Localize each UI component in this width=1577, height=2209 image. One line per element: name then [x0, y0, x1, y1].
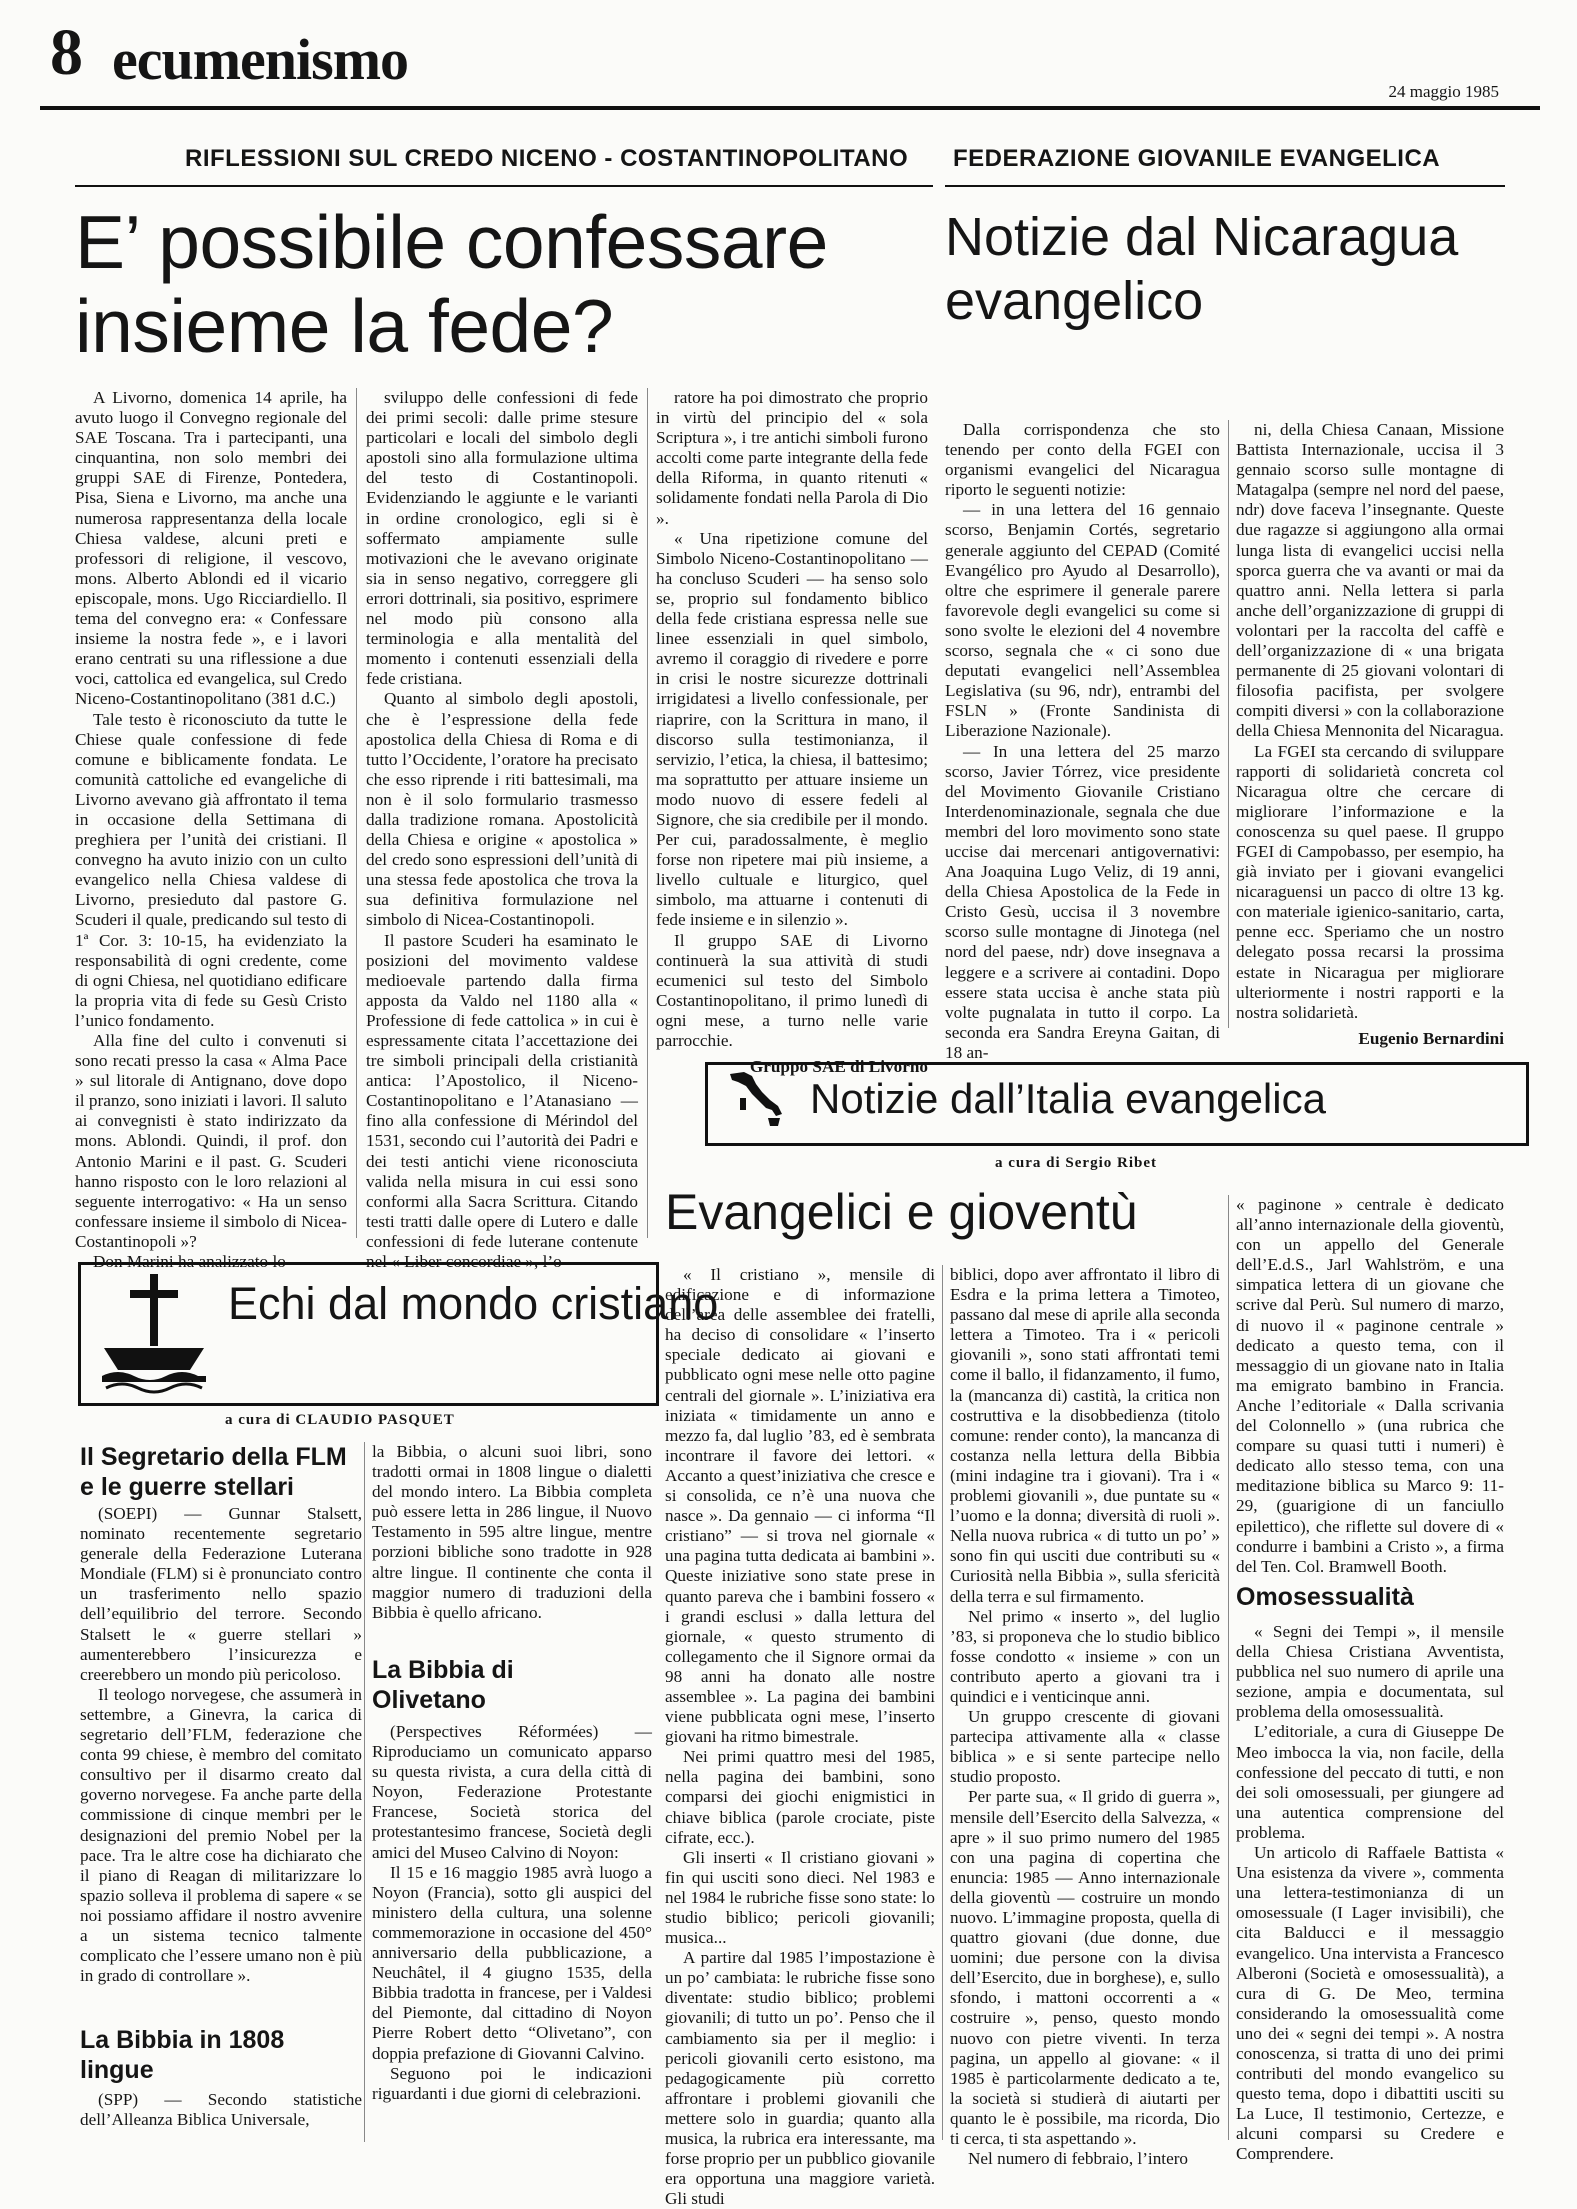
paragraph: L’editoriale, a cura di Giuseppe De Meo imbocca la via, non facile, della confessione del peccato di tutti, e non dei soli omosessuali, per giungere ad una autentica comprensione del problema.	[1236, 1722, 1504, 1842]
paragraph: — in una lettera del 16 gennaio scorso, Benjamin Cortés, segretario generale aggiunto del CEPAD (Comité Evangélico pro Ayudo al Desarrollo), oltre che esprimere il generale parere favorevole degli evangelici su come si sono svolte le elezioni del 4 novembre scorso, segnala che « ci sono due deputati evangelici nell’Assemblea Legislativa (su 96, ndr), entrambi del FSLN » (Fronte Sandinista di Liberazione Nazionale).	[945, 500, 1220, 741]
paragraph: sviluppo delle confessioni di fede dei primi secoli: dalle prime stesure particolari e locali del simbolo degli apostoli sino alla formulazione ultima del testo di Costantinopoli. Evidenziando le aggiunte e le varianti in ordine cronologico, egli si è soffermato ampiamente sulle motivazioni che le avevano originate sia in senso negativo, correggere gli errori dottrinali, sia positivo, esprimere nel modo più consono alla terminologia e alla mentalità del momento i contenuti essenziali della fede cristiana.	[366, 388, 638, 689]
echi-column-1	[80, 1504, 362, 1994]
paragraph: ni, della Chiesa Canaan, Missione Battista Internazionale, uccisa il 3 gennaio scorso sulle montagne di Matagalpa (sempre nel nord del paese, ndr) dove faceva l’insegnante. Queste due ragazze si aggiungono alla ormai lunga lista di evangelici uccisi nella sporca guerra che va avanti or mai da quattro anni. Nella lettera si parla anche dell’organizzazione di gruppi di volontari per la raccolta del caffè e dell’organizzazione di « una brigata permanente di 25 giovani volontari di filosofia pacifista, per svolgere compiti diversi » con la collaborazione della Chiesa Mennonita del Nicaragua.	[1236, 420, 1504, 741]
signature: Eugenio Bernardini	[1358, 1028, 1504, 1048]
main-article-column-2	[366, 388, 638, 1272]
cross-boat-icon	[98, 1270, 210, 1392]
paragraph: Alla fine del culto i convenuti si sono recati presso la casa « Alma Pace » sul litorale di Antignano, dove dopo il pranzo, sono iniziati i lavori. Il saluto ai convegnisti è stato indirizzato da mons. Ablondi. Quindi, il prof. don Antonio Marini e il past. G. Scuderi hanno risposto con le loro relazioni al seguente interrogativo: « Ha un senso confessare insieme il simbolo di Nicea-Costantinopoli »?	[75, 1031, 347, 1251]
column-rule	[356, 388, 357, 1238]
paragraph: Il teologo norvegese, che assumerà in settembre, a Ginevra, la carica di segretario dell’FLM, federazione che conta 99 chiese, è membro del comitato consultivo per il disarmo creato dal governo norvegese. Fa anche parte della commissione di cinque membri per le designazioni del premio Nobel per la pace. Tra le altre cose ha dichiarato che il piano di Reagan di militarizzare lo spazio solleva il problema di sapere « se noi possiamo affidare il nostro avvenire a un sistema tecnico talmente complicato che l’essere umano non è più in grado di controllare ».	[80, 1684, 362, 1986]
echi-column-2	[372, 1722, 652, 2147]
kicker-rule-left	[75, 185, 933, 187]
kicker-credo: RIFLESSIONI SUL CREDO NICENO - COSTANTINOPOLITANO	[185, 145, 909, 172]
paragraph: Un gruppo crescente di giovani partecipa attivamente alla « classe biblica » e si sente partecipe nello studio proposto.	[950, 1707, 1220, 1787]
kicker-fgei: FEDERAZIONE GIOVANILE EVANGELICA	[953, 145, 1441, 172]
paragraph: Dalla corrispondenza che sto tenendo per conto della FGEI con organismi evangelici del Nicaragua riporto le seguenti notizie:	[945, 420, 1220, 500]
subhead-olivetano: La Bibbia di Olivetano	[372, 1656, 514, 1714]
main-article-column-1	[75, 388, 347, 1272]
kicker-rule-right	[945, 185, 1505, 187]
paragraph: Seguono poi le indicazioni riguardanti i due giorni di celebrazioni.	[372, 2063, 652, 2103]
paragraph: Nel primo « inserto », del luglio ’83, si proponeva che lo studio biblico fosse condotto « insieme » con un contributo aperto a giovani tra i quindici e i venticinque anni.	[950, 1606, 1220, 1706]
section-title: ecumenismo	[112, 27, 409, 92]
italia-column-3	[1236, 1195, 1504, 1575]
column-rule	[1228, 1195, 1229, 2140]
headline-nicaragua: Notizie dal Nicaragua evangelico	[945, 207, 1459, 331]
paragraph: Il 15 e 16 maggio 1985 avrà luogo a Noyon (Francia), sotto gli auspici del ministero della cultura, una solenne commemorazione in occasione del 450° anniversario della pubblicazione, a Neuchâtel, il 4 giugno 1535, della Bibbia tradotta in francese, per i Valdesi del Piemonte, dal cittadino di Noyon Pierre Robert detto “Olivetano”, con doppia prefazione di Giovanni Calvino.	[372, 1862, 652, 2063]
paragraph: la Bibbia, o alcuni suoi libri, sono tradotti ormai in 1808 lingue o dialetti del mondo intero. La Bibbia completa può essere letta in 286 lingue, il Nuovo Testamento in 595 altre lingue, mentre porzioni bibliche sono tradotte in 928 altre lingue. Il continente che conta il maggior numero di traduzioni della Bibbia è quello africano.	[372, 1442, 652, 1622]
italia-curator: a cura di Sergio Ribet	[995, 1155, 1157, 1171]
issue-date: 24 maggio 1985	[1388, 82, 1499, 101]
italia-banner-title: Notizie dall’Italia evangelica	[810, 1075, 1326, 1122]
paragraph: La FGEI sta cercando di sviluppare rapporti di solidarietà concreta col Nicaragua oltre che cercare di migliorare l’informazione e la conoscenza su quel paese. Il gruppo FGEI di Campobasso, per esempio, ha già inviato per i giovani evangelici nicaraguensi un pacco di oltre 13 kg. con materiale igienico-sanitario, carta, penne ecc. Speriamo che un nostro delegato possa recarsi la prossima estate in Nicaragua per migliorare ulteriormente i nostri rapporti e la nostra solidarietà.	[1236, 741, 1504, 1022]
nicaragua-column-1	[945, 420, 1220, 1062]
column-rule	[942, 1265, 943, 2140]
italia-column-2	[950, 1265, 1220, 2169]
headline-main: E’ possibile confessare insieme la fede?	[75, 200, 828, 368]
echi-curator: a cura di CLAUDIO PASQUET	[225, 1412, 455, 1428]
paragraph: ratore ha poi dimostrato che proprio in virtù del principio del « sola Scriptura », i tre antichi simboli furono accolti come parte integrante della fede della Riforma, in quanto ritenuti « solidamente fondati nella Parola di Dio ».	[656, 388, 928, 528]
paragraph: « Una ripetizione comune del Simbolo Niceno-Costantinopolitano — ha concluso Scuderi — ha senso solo se, proprio sul fondamento biblico della fede cristiana espressa nelle sue linee essenziali in quel simbolo, avremo il coraggio di rivedere e porre in crisi le nostre sicurezze dottrinali irrigidatesi a livello confessionale, per riaprire, con la Scrittura in mano, il discorso sulla testimonianza, il servizio, l’etica, la chiesa, il battesimo; ma soprattutto per attuare insieme un modo nuovo di essere fedeli al Signore, che sia credibile per il mondo. Per cui, paradossalmente, è meglio forse non ripetere mai più insieme, a livello cultuale e liturgico, quel simbolo, ma attuarne i contenuti di fede insieme e in silenzio ».	[656, 528, 928, 930]
paragraph: biblici, dopo aver affrontato il libro di Esdra e la prima lettera a Timoteo, passano dal mese di aprile alla seconda lettera a Timoteo. Tra i « pericoli giovanili », sono stati affrontati temi come il ballo, il fidanzamento, il fumo, la (mancanza di) castità, la critica non costruttiva e la disobbedienza (titolo comune: render conto), la mancanza di costanza nella lettura della Bibbia (mini indagine tra i giovani). Tra i « problemi giovanili », due puntate su « l’uomo e la donna; diversità di ruoli ». Nella nuova rubrica « di tutto un po’ » sono fin qui usciti due contributi su « Curiosità nella Bibbia », sulla sfericità della terra e sul firmamento.	[950, 1265, 1220, 1606]
subhead-flm: Il Segretario della FLM e le guerre stellari	[80, 1443, 347, 1501]
paragraph: Tale testo è riconosciuto da tutte le Chiese quale confessione di fede comune e biblicamente fondata. Le comunità cattoliche ed evangeliche di Livorno avevano già affrontato il tema in occasione della Settimana di preghiera per l’unità dei cristiani. Il convegno ha avuto inizio con un culto evangelico nella Chiesa valdese di Livorno, presieduto dal pastore G. Scuderi il quale, predicando sul testo di 1ª Cor. 3: 10-15, ha evidenziato la responsabilità di ogni credente, come di ogni Chiesa, nel quotidiano edificare la propria vita di fede su Gesù Cristo l’unico fondamento.	[75, 709, 347, 1030]
paragraph: (Perspectives Réformées) — Riproduciamo un comunicato apparso su questa rivista, a cura della città di Noyon, Federazione Protestante Francese, Società storica del protestantesimo francese, Società degli amici del Museo Calvino di Noyon:	[372, 1722, 652, 1862]
paragraph: Don Marini ha analizzato lo	[93, 1252, 286, 1272]
echi-column-2-top	[372, 1442, 652, 1627]
paragraph: Il gruppo SAE di Livorno continuerà la sua attività di studi ecumenici sul testo del Simbolo Costantinopolitano, il primo lunedì di ogni mese, a turno nelle varie parrocchie.	[656, 930, 928, 1050]
paragraph: Un articolo di Raffaele Battista « Una esistenza da vivere », commenta una lettera-testimonianza di un omosessuale (I Lager invisibili), che cita Balducci e il messaggio evangelico. Una intervista a Francesco Alberoni (Società e omosessualità), a cura di G. De Meo, termina considerando la omosessualità come uno dei « segni dei tempi ». A nostra conoscenza, si tratta di uno dei primi contributi del mondo evangelico su questo tema, dopo i dibattiti usciti su La Luce, Il testimonio, Certezze, e alcuni comparsi su Credere e Comprendere.	[1236, 1843, 1504, 2164]
main-article-column-3	[656, 388, 928, 1077]
omosessualita-column	[1236, 1622, 1504, 2164]
column-rule	[364, 1442, 365, 2142]
page-number: 8	[50, 16, 83, 89]
paragraph: « Il cristiano », mensile di edificazione e di informazione dell’area delle assemblee dei fratelli, ha deciso di consolidare « l’inserto speciale dedicato ai giovani e pubblicato ogni mese nelle otto pagine centrali del giornale ». L’iniziativa era iniziata « timidamente un anno e mezzo fa, dal luglio ’83, ed è sembrata incontrare il favore dei lettori. « Accanto a quest’iniziativa che cresce e si consolida, ce n’è una nuova che nasce ». Da gennaio — ci informa “Il cristiano” — si trova nel giornale « una pagina tutta dedicata ai bambini ». Queste iniziative sono state prese in quanto pareva che i bambini fossero « i grandi esclusi » dalla lettura del giornale, « questo strumento di collegamento che il Signore ormai da 98 anni ha donato alle nostre assemblee ». La pagina dei bambini viene pubblicata ogni mese, l’inserto giovani ha ritmo bimestrale.	[665, 1265, 935, 1747]
paragraph: Nel numero di febbraio, l’intero	[968, 2149, 1189, 2169]
column-rule	[1228, 420, 1229, 1028]
subhead-bibbia-1808: La Bibbia in 1808 lingue	[80, 2026, 285, 2084]
headline-gioventu: Evangelici e gioventù	[665, 1184, 1138, 1240]
paragraph: A partire dal 1985 l’impostazione è un po’ cambiata: le rubriche fisse sono diventate: studio biblico; problemi giovanili; di tutto un po’. Penso che il cambiamento sia per il meglio: i pericoli giovanili certo esistono, ma pedagogicamente più corretto affrontare i problemi giovanili che mettere solo in guardia; quanto alla musica, la rubrica era interessante, ma forse proprio per un pubblico giovanile era opportuna una maggiore varietà. Gli studi	[665, 1948, 935, 2209]
italy-map-icon	[722, 1068, 792, 1134]
echi-banner-title: Echi dal mondo cristiano	[228, 1278, 719, 1329]
paragraph: Gli inserti « Il cristiano giovani » fin qui usciti sono dieci. Nel 1983 e nel 1984 le rubriche fisse sono state: lo studio biblico; pericoli giovanili; musica...	[665, 1847, 935, 1948]
paragraph: Per parte sua, « Il grido di guerra », mensile dell’Esercito della Salvezza, « apre » il suo primo numero del 1985 con una pagina di copertina che enuncia: 1985 — Anno internazionale della gioventù — costruire un mondo nuovo. L’immagine proposta, quella di quattro giovani (due donne, due uomini; due persone con la divisa dell’Esercito, due in borghese), e, sullo sfondo, i mattoni occorrenti a « costruire », penso, questo mondo nuovo con pietre viventi. In terza pagina, un appello al giovane: « il 1985 è particolarmente dedicato a te, la società si studierà di aiutarti per quanto le è possibile, ma ricorda, Dio ti cerca, ti sta aspettando ».	[950, 1787, 1220, 2149]
paragraph: Il pastore Scuderi ha esaminato le posizioni del movimento valdese medioevale partendo dalla firma apposta da Valdo nel 1180 alla « Professione di fede cattolica » in cui è espressamente citata l’accettazione dei tre simboli principali della cristianità antica: l’Apostolico, il Niceno-Costantinopolitano e l’Atanasiano — fino alla confessione di Mérindol del 1531, secondo cui l’autorità dei Padri e dei testi antichi viene riconosciuta valida nella misura in cui essi sono conformi alla Sacra Scrittura. Citando testi tratti dalle opere di Lutero e dalle confessioni di fede luterane contenute nel « Liber concordiae », l’o-	[366, 930, 638, 1272]
paragraph: A Livorno, domenica 14 aprile, ha avuto luogo il Convegno regionale del SAE Toscana. Tra i partecipanti, una cinquantina, non solo membri dei gruppi SAE di Firenze, Pontedera, Pisa, Siena e Livorno, ma anche una numerosa rappresentanza della locale Chiesa valdese, alcuni preti e professori di religione, il vescovo, mons. Alberto Ablondi ed il vicario episcopale, mons. Ugo Ricciardiello. Il tema del convegno era: « Confessare insieme la nostra fede », e i lavori erano centrati su una riflessione a due voci, cattolica ed evangelica, sul Credo Niceno-Costantinopolitano (381 d.C.)	[75, 388, 347, 709]
echi-column-1-end	[80, 2090, 362, 2134]
column-rule	[647, 388, 648, 1238]
nicaragua-column-2	[1236, 420, 1504, 1048]
signature: Gruppo SAE di Livorno	[749, 1057, 928, 1077]
paragraph: Nei primi quattro mesi del 1985, nella pagina dei bambini, sono comparsi dei giochi enigmistici in chiave biblica (parole crociate, piste cifrate, ecc.).	[665, 1747, 935, 1847]
paragraph: « paginone » centrale è dedicato all’anno internazionale della gioventù, con un appello del Generale dell’E.d.S., Jarl Wahlström, e una simpatica lettera di un giovane che scrive dal Perù. Sul numero di marzo, di nuovo il « paginone centrale » dedicato a questo tema, con il messaggio di un giovane nato in Italia ma emigrato bambino in Francia. Anche l’editoriale « Dalla scrivania del Colonnello » (una rubrica che compare su quasi tutti i numeri) è dedicato allo stesso tema, con una meditazione biblica su Marco 9: 11-29, (guarigione di un fanciullo epilettico), che riflette sul dovere di « condurre i bambini a Cristo », a firma del Ten. Col. Bramwell Booth.	[1236, 1195, 1504, 1576]
paragraph: — In una lettera del 25 marzo scorso, Javier Tórrez, vice presidente del Movimento Giovanile Cristiano Interdenominazionale, segnala che due membri del loro movimento sono state uccise dai mercenari antigovernativi: Ana Joaquina Lugo Veliz, di 19 anni, della Chiesa Apostolica de la Fede in Cristo Gesù, uccisa il 3 novembre scorso sulle montagne di Jinotega (nel nord del paese, ndr) dove insegnava a leggere e a scrivere ai contadini. Dopo essere stata uccisa è anche stata più volte pugnalata in tutto il corpo. La seconda era Sandra Ereyna Gaitan, di 18 an-	[945, 741, 1220, 1062]
italia-column-1	[665, 1265, 935, 2209]
subhead-omosessualita: Omosessualità	[1236, 1583, 1414, 1611]
paragraph: Quanto al simbolo degli apostoli, che è l’espressione della fede apostolica della Chiesa di Roma e di tutto l’Occidente, l’oratore ha precisato che esso riprende i riti battesimali, ma non è il solo formulario trasmesso dalla tradizione romana. Apostolicità della Chiesa e origine « apostolica » del credo sono espressioni dell’unità di una stessa fede apostolica che trova la sua definitiva formulazione nel simbolo di Nicea-Costantinopoli.	[366, 689, 638, 930]
paragraph: « Segni dei Tempi », il mensile della Chiesa Cristiana Avventista, pubblica nel suo numero di aprile una sezione, ampia e documentata, sul problema della omosessualità.	[1236, 1622, 1504, 1722]
paragraph: (SPP) — Secondo statistiche dell’Alleanza Biblica Universale,	[80, 2090, 362, 2130]
paragraph: (SOEPI) — Gunnar Stalsett, nominato recentemente segretario generale della Federazione Luterana Mondiale (FLM) si è pronunciato contro un trasferimento nello spazio dell’equilibrio del terrore. Secondo Stalsett le « guerre stellari » aumenterebbero l’insicurezza e creerebbero un mondo più pericoloso.	[80, 1504, 362, 1684]
masthead-rule	[40, 106, 1540, 110]
